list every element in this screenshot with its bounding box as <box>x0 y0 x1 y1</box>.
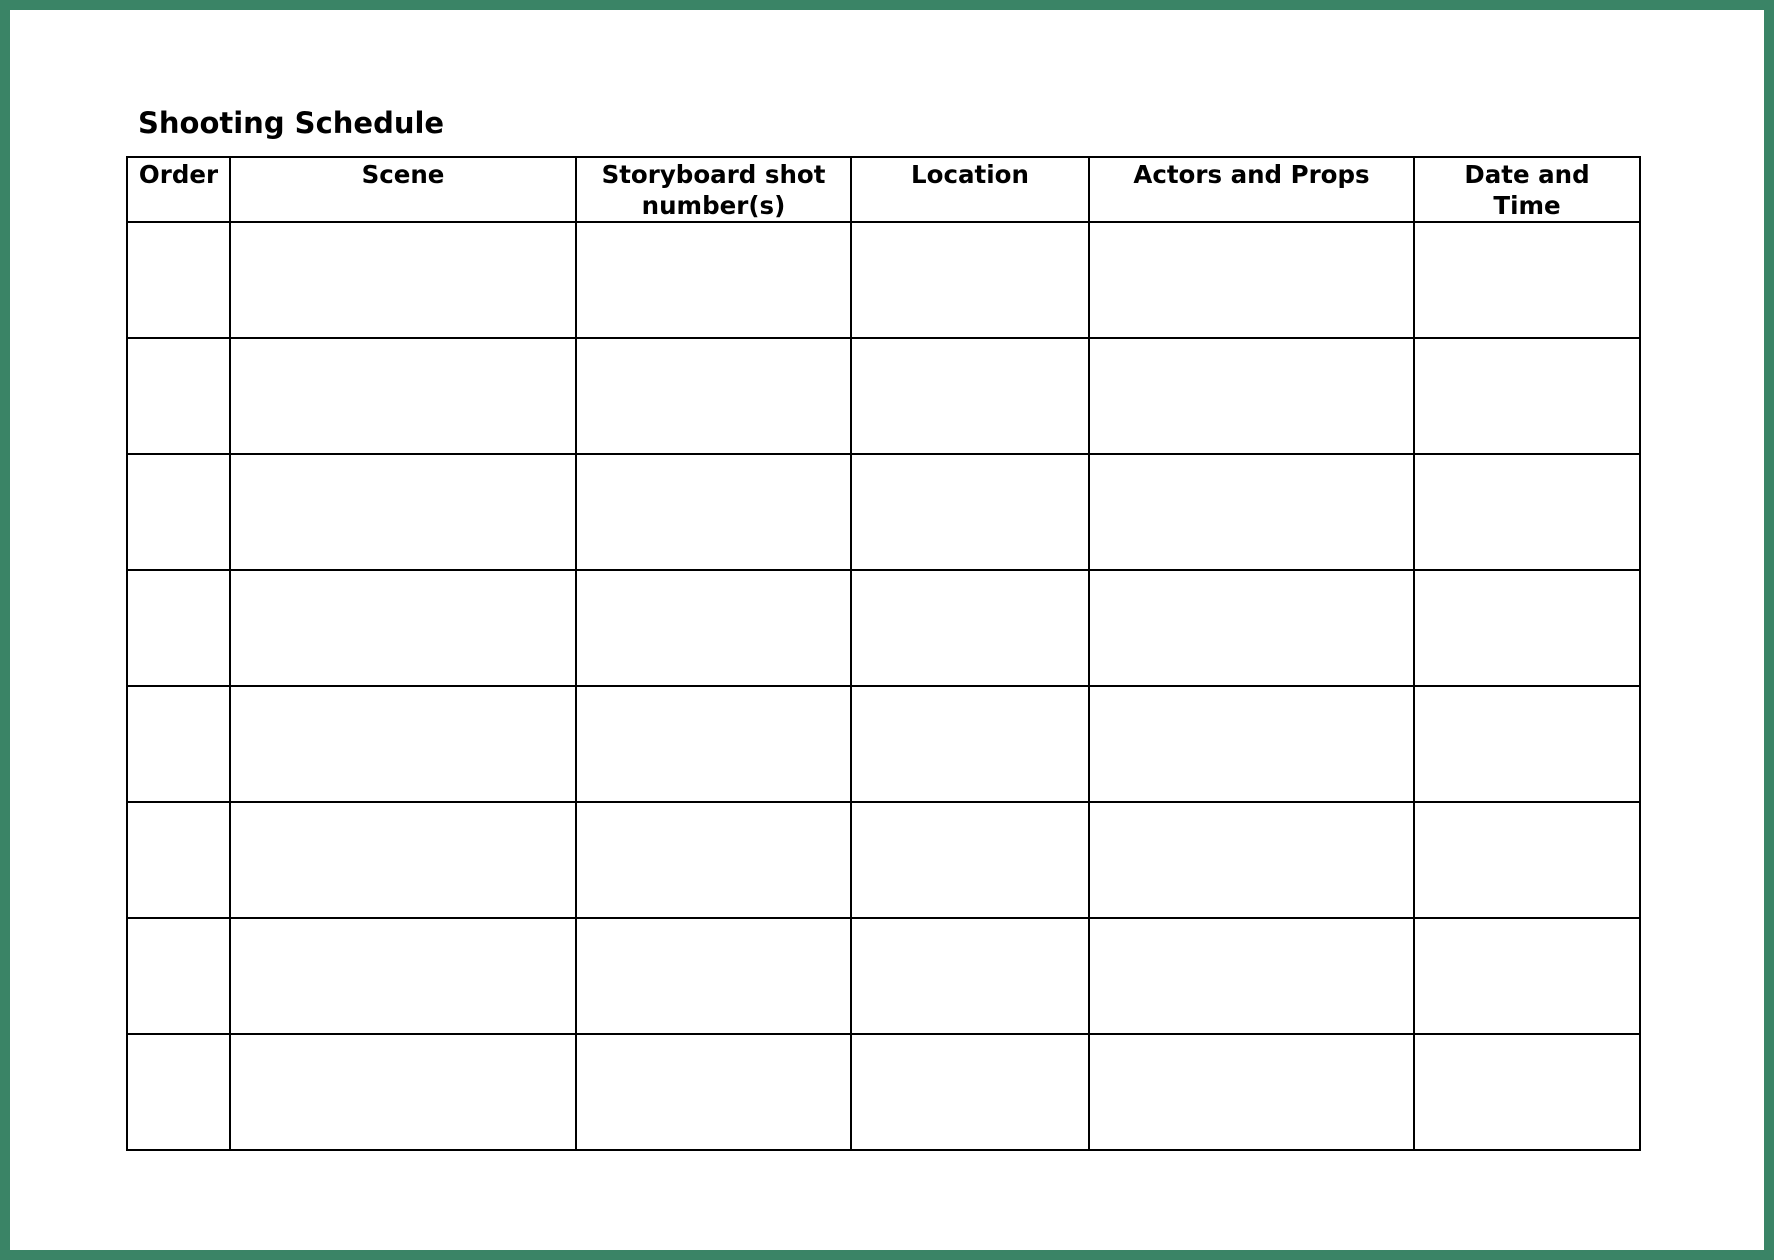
storyboard-shot-cell[interactable] <box>576 802 851 918</box>
order-cell[interactable] <box>127 918 230 1034</box>
column-header-storyboard-shot-numbers: Storyboard shot number(s) <box>576 157 851 222</box>
actors-and-props-cell[interactable] <box>1089 686 1414 802</box>
location-cell[interactable] <box>851 338 1089 454</box>
order-cell[interactable] <box>127 222 230 338</box>
date-and-time-cell[interactable] <box>1414 686 1640 802</box>
location-cell[interactable] <box>851 686 1089 802</box>
table-row <box>127 454 1640 570</box>
table-header <box>127 157 1640 222</box>
storyboard-shot-cell[interactable] <box>576 918 851 1034</box>
order-cell[interactable] <box>127 454 230 570</box>
actors-and-props-cell[interactable] <box>1089 802 1414 918</box>
scene-cell[interactable] <box>230 454 576 570</box>
table-row <box>127 570 1640 686</box>
table-row <box>127 1034 1640 1150</box>
order-cell[interactable] <box>127 686 230 802</box>
table-body <box>127 222 1640 1150</box>
date-and-time-cell[interactable] <box>1414 222 1640 338</box>
actors-and-props-cell[interactable] <box>1089 570 1414 686</box>
scene-cell[interactable] <box>230 570 576 686</box>
actors-and-props-cell[interactable] <box>1089 222 1414 338</box>
scene-cell[interactable] <box>230 918 576 1034</box>
storyboard-shot-cell[interactable] <box>576 1034 851 1150</box>
table-row <box>127 686 1640 802</box>
scene-cell[interactable] <box>230 1034 576 1150</box>
location-cell[interactable] <box>851 918 1089 1034</box>
location-cell[interactable] <box>851 454 1089 570</box>
actors-and-props-cell[interactable] <box>1089 454 1414 570</box>
location-cell[interactable] <box>851 802 1089 918</box>
shooting-schedule-table <box>126 156 1641 1151</box>
table-row <box>127 222 1640 338</box>
storyboard-shot-cell[interactable] <box>576 338 851 454</box>
storyboard-shot-cell[interactable] <box>576 222 851 338</box>
order-cell[interactable] <box>127 570 230 686</box>
column-header-location: Location <box>851 157 1089 222</box>
date-and-time-cell[interactable] <box>1414 454 1640 570</box>
scene-cell[interactable] <box>230 222 576 338</box>
document-title: Shooting Schedule <box>138 106 445 140</box>
column-header-order: Order <box>127 157 230 222</box>
actors-and-props-cell[interactable] <box>1089 918 1414 1034</box>
date-and-time-cell[interactable] <box>1414 570 1640 686</box>
scene-cell[interactable] <box>230 338 576 454</box>
table-row <box>127 338 1640 454</box>
column-header-actors-and-props: Actors and Props <box>1089 157 1414 222</box>
table-row <box>127 918 1640 1034</box>
storyboard-shot-cell[interactable] <box>576 570 851 686</box>
order-cell[interactable] <box>127 802 230 918</box>
scene-cell[interactable] <box>230 802 576 918</box>
order-cell[interactable] <box>127 1034 230 1150</box>
location-cell[interactable] <box>851 222 1089 338</box>
order-cell[interactable] <box>127 338 230 454</box>
storyboard-shot-cell[interactable] <box>576 454 851 570</box>
column-header-date-and-time: Date and Time <box>1414 157 1640 222</box>
actors-and-props-cell[interactable] <box>1089 1034 1414 1150</box>
column-header-scene: Scene <box>230 157 576 222</box>
date-and-time-cell[interactable] <box>1414 918 1640 1034</box>
location-cell[interactable] <box>851 570 1089 686</box>
date-and-time-cell[interactable] <box>1414 338 1640 454</box>
storyboard-shot-cell[interactable] <box>576 686 851 802</box>
actors-and-props-cell[interactable] <box>1089 338 1414 454</box>
date-and-time-cell[interactable] <box>1414 802 1640 918</box>
date-and-time-cell[interactable] <box>1414 1034 1640 1150</box>
location-cell[interactable] <box>851 1034 1089 1150</box>
scene-cell[interactable] <box>230 686 576 802</box>
table-row <box>127 802 1640 918</box>
header-row <box>127 157 1640 222</box>
